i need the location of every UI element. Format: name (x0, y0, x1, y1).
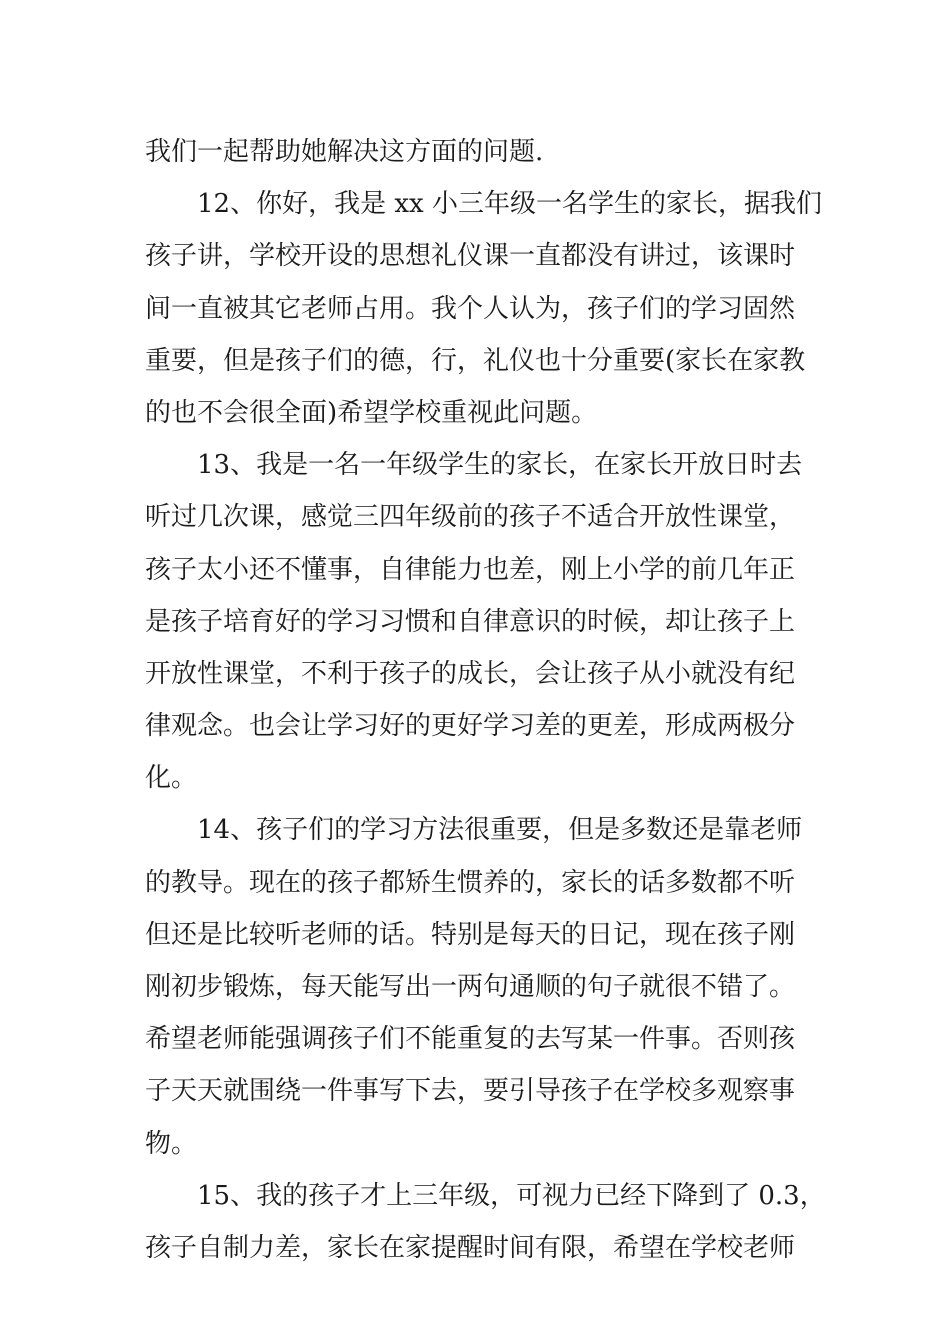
text-line: 的教导。现在的孩子都矫生惯养的，家长的话多数都不听 (145, 867, 796, 898)
text-line: 但还是比较听老师的话。特别是每天的日记，现在孩子刚 (145, 919, 796, 950)
text-line: 重要，但是孩子们的德，行，礼仪也十分重要(家长在家教 (145, 345, 806, 376)
text-line: 物。 (145, 1128, 198, 1159)
text-line: 间一直被其它老师占用。我个人认为，孩子们的学习固然 (145, 293, 796, 324)
text-line: 律观念。也会让学习好的更好学习差的更差，形成两极分 (145, 711, 796, 742)
text-line: 12、你好，我是 xx 小三年级一名学生的家长，据我们 (197, 189, 822, 220)
text-line: 孩子自制力差，家长在家提醒时间有限，希望在学校老师 (145, 1232, 796, 1263)
text-line: 的也不会很全面)希望学校重视此问题。 (145, 397, 598, 428)
text-line: 希望老师能强调孩子们不能重复的去写某一件事。否则孩 (145, 1024, 796, 1055)
document-body (145, 126, 826, 1274)
text-line: 子天天就围绕一件事写下去，要引导孩子在学校多观察事 (145, 1076, 796, 1107)
text-line: 15、我的孩子才上三年级，可视力已经下降到了 0.3， (197, 1180, 826, 1211)
text-line: 我们一起帮助她解决这方面的问题. (145, 137, 544, 167)
text-line: 刚初步锻炼，每天能写出一两句通顺的句子就很不错了。 (145, 972, 796, 1002)
text-line: 14、孩子们的学习方法很重要，但是多数还是靠老师 (197, 815, 803, 846)
text-line: 听过几次课，感觉三四年级前的孩子不适合开放性课堂， (145, 502, 796, 533)
text-line: 开放性课堂，不利于孩子的成长，会让孩子从小就没有纪 (145, 658, 796, 689)
text-line: 化。 (145, 763, 198, 794)
text-line: 孩子讲，学校开设的思想礼仪课一直都没有讲过，该课时 (145, 241, 796, 272)
text-line: 孩子太小还不懂事，自律能力也差，刚上小学的前几年正 (145, 554, 796, 585)
text-line: 是孩子培育好的学习习惯和自律意识的时候，却让孩子上 (145, 606, 796, 637)
text-line: 13、我是一名一年级学生的家长，在家长开放日时去 (197, 450, 803, 481)
